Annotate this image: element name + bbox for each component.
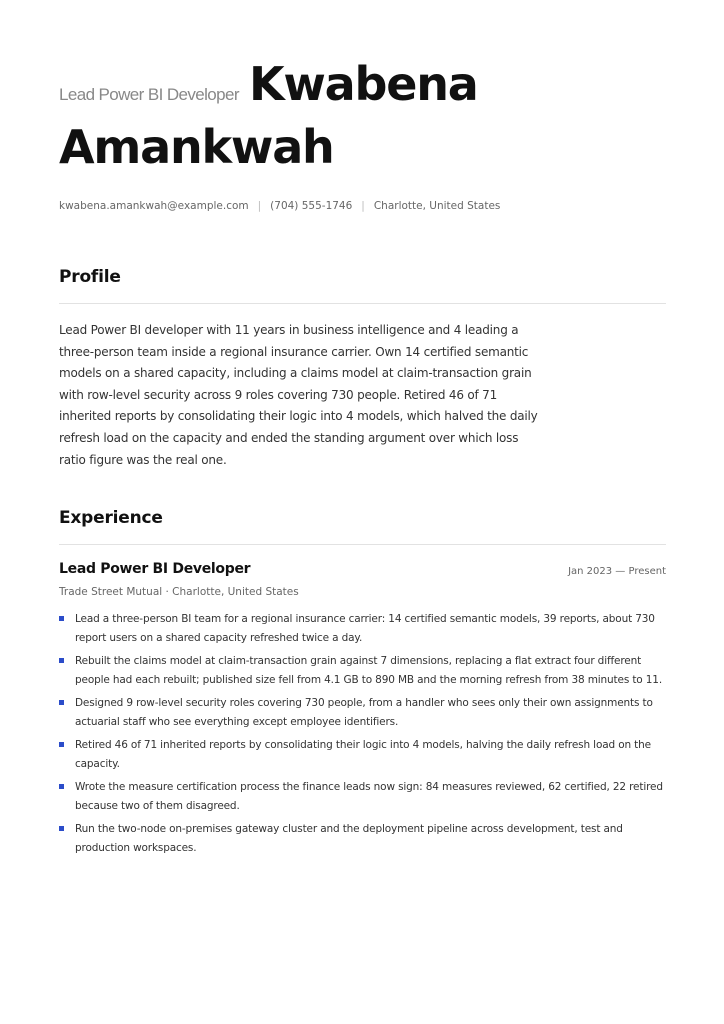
job-dates: Jan 2023 — Present — [568, 566, 666, 577]
job-company: Trade Street Mutual · Charlotte, United States — [59, 586, 299, 598]
bullet-text: Rebuilt the claims model at claim-transaction grain against 7 dimensions, replacing a flat extract four different people had each rebuilt; published size fell from 4.1 GB to 890 MB and the morning refresh from 38 minutes to 11. — [75, 655, 663, 686]
bullet-marker — [59, 700, 64, 705]
profile-divider — [59, 303, 666, 304]
bullet-text: Designed 9 row-level security roles covering 730 people, from a handler who sees only their own assignments to actuarial staff who see everything except employee identifiers. — [75, 697, 653, 728]
profile-text: Lead Power BI developer with 11 years in business intelligence and 4 leading a three-person team inside a regional insurance carrier. Own 14 certified semantic models on a shared capacity, including a claims model at claim-transaction grain with row-level security across 9 roles covering 730 people. Retired 46 of 71 inherited reports by consolidating their logic into 4 models, which halved the daily refresh load on the capacity and ended the standing argument over which loss ratio figure was the real one. — [59, 323, 538, 467]
job-bullets — [59, 610, 669, 862]
job-title: Lead Power BI Developer — [59, 561, 251, 577]
job-bullet — [59, 610, 669, 647]
contact-separator: | — [257, 200, 262, 212]
contact-phone: (704) 555-1746 — [270, 200, 353, 212]
bullet-text: Retired 46 of 71 inherited reports by consolidating their logic into 4 models, halving the daily refresh load on the capacity. — [75, 739, 651, 770]
bullet-marker — [59, 742, 64, 747]
bullet-text: Lead a three-person BI team for a regional insurance carrier: 14 certified semantic models, 39 reports, about 730 report users on a shared capacity refreshed twice a day. — [75, 613, 655, 644]
profile-section-title: Profile — [59, 267, 121, 287]
job-bullet — [59, 778, 669, 815]
candidate-name — [59, 58, 679, 173]
bullet-marker — [59, 784, 64, 789]
bullet-text: Run the two-node on-premises gateway cluster and the deployment pipeline across development, test and production workspaces. — [75, 823, 623, 854]
experience-section-title: Experience — [59, 508, 163, 528]
job-bullet — [59, 694, 669, 731]
contact-separator: | — [361, 200, 365, 212]
last-name: Amankwah — [59, 120, 334, 174]
first-name: Kwabena — [248, 57, 478, 111]
resume-header — [59, 58, 679, 173]
bullet-marker — [59, 616, 64, 621]
bullet-marker — [59, 658, 64, 663]
bullet-text: Wrote the measure certification process the finance leads now sign: 84 measures reviewed, 62 certified, 22 retired because two of them disagreed. — [75, 781, 663, 812]
contact-line — [59, 200, 500, 212]
job-bullet — [59, 736, 669, 773]
job-bullet — [59, 820, 669, 857]
role-tag: Lead Power BI Developer — [59, 85, 239, 104]
job-bullet — [59, 652, 669, 689]
experience-divider — [59, 544, 666, 545]
contact-location: Charlotte, United States — [373, 200, 501, 212]
bullet-marker — [59, 826, 64, 831]
contact-email: kwabena.amankwah@example.com — [59, 200, 249, 212]
